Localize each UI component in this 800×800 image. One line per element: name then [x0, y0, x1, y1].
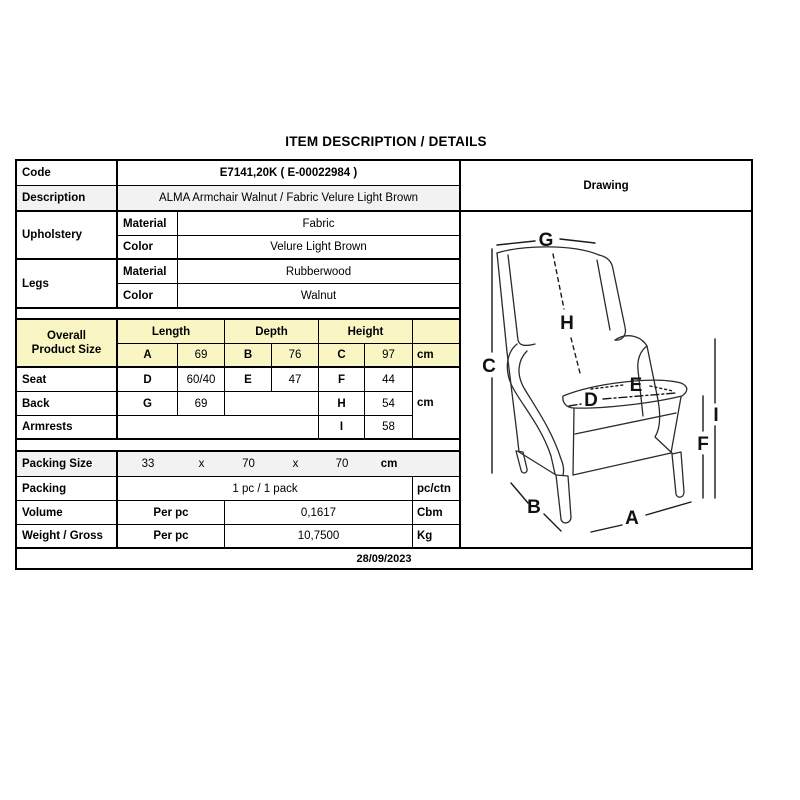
upholstery-color-value: Velure Light Brown — [178, 236, 461, 260]
packing-size-x2: x — [292, 458, 299, 470]
upholstery-color-label: Color — [118, 236, 178, 260]
packing-size-unit: cm — [380, 458, 398, 470]
dim-i-value: 58 — [365, 416, 413, 440]
dim-label-e: E — [629, 375, 643, 396]
spec-table — [15, 159, 753, 570]
volume-basis: Per pc — [118, 501, 225, 525]
weight-label: Weight / Gross — [17, 525, 118, 549]
chair-base-bottom — [573, 453, 671, 475]
dim-a-value: 69 — [178, 344, 225, 368]
armrests-label: Armrests — [17, 416, 118, 440]
height-header: Height — [319, 320, 413, 344]
dim-e-value: 47 — [272, 368, 319, 392]
dim-f-key: F — [319, 368, 365, 392]
dim-label-f: F — [697, 434, 709, 455]
volume-unit: Cbm — [413, 501, 461, 525]
dim-b-value: 76 — [272, 344, 319, 368]
dim-label-b: B — [527, 497, 541, 518]
overall-unit: cm — [413, 344, 461, 368]
chair-seat-band — [575, 413, 676, 434]
dim-label-h: H — [560, 313, 574, 334]
depth-header: Depth — [225, 320, 319, 344]
legs-label: Legs — [17, 260, 118, 309]
weight-unit: Kg — [413, 525, 461, 549]
overall-size-label — [17, 320, 118, 368]
dim-h-key: H — [319, 392, 365, 416]
upholstery-material-value: Fabric — [178, 212, 461, 236]
chair-right-wing-outer — [599, 255, 625, 340]
dim-f-value: 44 — [365, 368, 413, 392]
packing-size-w: 33 — [141, 458, 155, 470]
spacer-row — [17, 309, 461, 320]
dim-i-key: I — [319, 416, 365, 440]
weight-value: 10,7500 — [225, 525, 413, 549]
unit-header-empty — [413, 320, 461, 344]
date-cell: 28/09/2023 — [356, 552, 412, 565]
volume-label: Volume — [17, 501, 118, 525]
dim-g-key: G — [118, 392, 178, 416]
packing-unit: pc/ctn — [413, 477, 461, 501]
chair-right-wing-inner — [597, 260, 610, 330]
chair-front-left-edge — [573, 409, 574, 475]
dim-h-value: 54 — [365, 392, 413, 416]
packing-size-x1: x — [198, 458, 205, 470]
dim-b-key: B — [225, 344, 272, 368]
upholstery-label: Upholstery — [17, 212, 118, 260]
spacer-row-2 — [17, 440, 461, 452]
packing-value: 1 pc / 1 pack — [118, 477, 413, 501]
weight-basis: Per pc — [118, 525, 225, 549]
chair-left-edge — [497, 253, 556, 475]
packing-label: Packing — [17, 477, 118, 501]
back-empty-cell — [225, 392, 319, 416]
dim-d-key: D — [118, 368, 178, 392]
packing-size-d: 70 — [242, 458, 255, 470]
dim-g-value: 69 — [178, 392, 225, 416]
chair-left-wing-inner — [508, 255, 535, 345]
length-header: Length — [118, 320, 225, 344]
code-value: E7141,20K ( E-00022984 ) — [118, 161, 461, 186]
seat-label: Seat — [17, 368, 118, 392]
armchair-drawing — [461, 212, 751, 547]
overall-size-label-line1: Overall — [47, 329, 86, 342]
description-label: Description — [17, 186, 118, 212]
page-title: ITEM DESCRIPTION / DETAILS — [285, 134, 487, 149]
overall-size-label-line2: Product Size — [31, 344, 102, 356]
back-label: Back — [17, 392, 118, 416]
dim-c-key: C — [319, 344, 365, 368]
drawing-header: Drawing — [461, 161, 751, 212]
drawing-cell — [461, 212, 751, 549]
packing-size-label: Packing Size — [17, 452, 118, 477]
legs-color-label: Color — [118, 284, 178, 309]
dim-line-a — [591, 502, 691, 532]
description-value: ALMA Armchair Walnut / Fabric Velure Light Brown — [118, 186, 461, 212]
code-label: Code — [17, 161, 118, 186]
upholstery-material-label: Material — [118, 212, 178, 236]
chair-front-right-edge — [671, 397, 681, 453]
chair-leg-front-left — [556, 475, 571, 523]
dim-label-a: A — [625, 508, 639, 529]
legs-color-value: Walnut — [178, 284, 461, 309]
dim-label-d: D — [584, 390, 598, 411]
legs-material-label: Material — [118, 260, 178, 284]
body-unit: cm — [413, 368, 461, 440]
legs-material-value: Rubberwood — [178, 260, 461, 284]
dim-label-c: C — [482, 356, 496, 377]
packing-size-h: 70 — [335, 458, 349, 470]
volume-value: 0,1617 — [225, 501, 413, 525]
dim-label-g: G — [538, 230, 554, 251]
dim-d-value: 60/40 — [178, 368, 225, 392]
dim-c-value: 97 — [365, 344, 413, 368]
chair-leg-right — [672, 452, 684, 497]
dim-label-i: I — [713, 405, 719, 426]
packing-size-values — [118, 452, 461, 477]
dim-e-key: E — [225, 368, 272, 392]
dim-a-key: A — [118, 344, 178, 368]
armrests-empty-cell — [118, 416, 319, 440]
